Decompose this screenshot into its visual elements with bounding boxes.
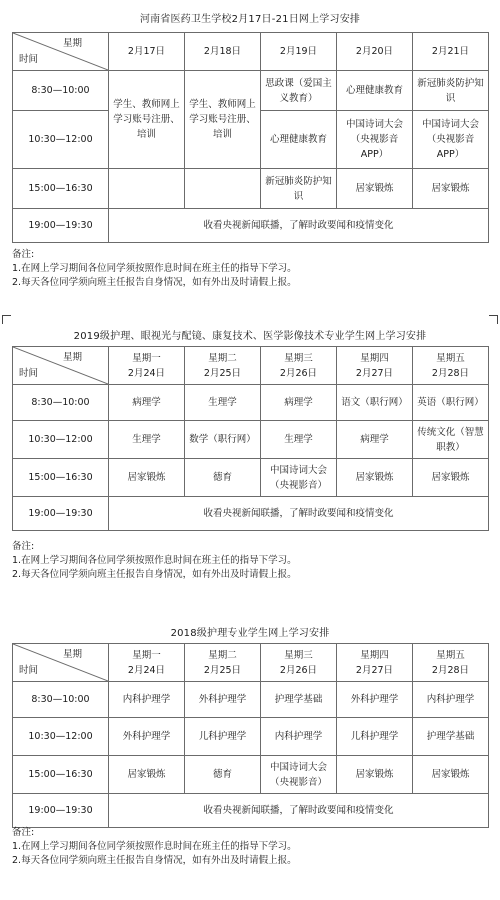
- schedule-cell: 中国诗词大会（央视影音APP）: [413, 111, 489, 169]
- date-label: 2月25日: [203, 664, 242, 676]
- time-slot-cell: 10:30—12:00: [13, 718, 109, 756]
- schedule-section-1: [0, 0, 500, 300]
- schedule-cell: 中国诗词大会（央视影音）: [261, 459, 337, 497]
- schedule-cell: 居家锻炼: [413, 169, 489, 209]
- header-time-label: 时间: [19, 368, 39, 379]
- weekday-label: 星期四: [360, 352, 389, 364]
- date-label: 2月24日: [127, 367, 166, 379]
- day-header: [337, 347, 413, 385]
- weekday-label: 星期五: [436, 352, 465, 364]
- schedule-cell: 心理健康教育: [337, 71, 413, 111]
- schedule-cell: 护理学基础: [261, 682, 337, 718]
- header-corner-cell: [13, 33, 109, 71]
- date-header: 2月19日: [261, 33, 337, 71]
- date-header: 2月21日: [413, 33, 489, 71]
- schedule-cell: 居家锻炼: [337, 459, 413, 497]
- schedule-table: [12, 32, 489, 243]
- date-label: 2月25日: [203, 367, 242, 379]
- date-label: 2月24日: [127, 664, 166, 676]
- notes-block: [12, 540, 297, 582]
- schedule-cell-merged: 学生、教师网上学习账号注册、培训: [109, 71, 185, 169]
- note-line: 2.每天各位同学须向班主任报告自身情况，如有外出及时请假上报。: [12, 569, 297, 580]
- date-header: 2月18日: [185, 33, 261, 71]
- time-slot-cell: 15:00—16:30: [13, 459, 109, 497]
- schedule-cell-empty: [185, 169, 261, 209]
- date-label: 2月28日: [431, 664, 470, 676]
- time-slot-cell: 10:30—12:00: [13, 421, 109, 459]
- note-line: 1.在网上学习期间各位同学须按照作息时间在班主任的指导下学习。: [12, 263, 297, 274]
- day-header: [109, 347, 185, 385]
- day-header: [185, 347, 261, 385]
- schedule-cell: 内科护理学: [413, 682, 489, 718]
- schedule-cell: 思政课（爱国主义教育）: [261, 71, 337, 111]
- date-label: 2月26日: [279, 664, 318, 676]
- evening-activity-cell: 收看央视新闻联播，了解时政要闻和疫情变化: [109, 209, 489, 243]
- day-header: [413, 644, 489, 682]
- header-weekday-label: 星期: [62, 38, 82, 49]
- evening-activity-cell: 收看央视新闻联播，了解时政要闻和疫情变化: [109, 794, 489, 828]
- time-slot-cell: 19:00—19:30: [13, 794, 109, 828]
- day-header: [261, 644, 337, 682]
- date-label: 2月27日: [355, 367, 394, 379]
- schedule-section-3: [0, 600, 500, 900]
- header-corner-cell: [13, 644, 109, 682]
- header-corner-cell: [13, 347, 109, 385]
- day-header: [337, 644, 413, 682]
- time-slot-cell: 15:00—16:30: [13, 756, 109, 794]
- day-header: [413, 347, 489, 385]
- notes-heading: 备注:: [12, 541, 35, 552]
- schedule-cell: 儿科护理学: [185, 718, 261, 756]
- schedule-cell: 病理学: [261, 385, 337, 421]
- schedule-title: 河南省医药卫生学校2月17日-21日网上学习安排: [139, 14, 361, 25]
- schedule-cell: 居家锻炼: [109, 756, 185, 794]
- date-label: 2月27日: [355, 664, 394, 676]
- date-label: 2月26日: [279, 367, 318, 379]
- weekday-label: 星期二: [208, 352, 237, 364]
- time-slot-cell: 8:30—10:00: [13, 682, 109, 718]
- notes-heading: 备注:: [12, 827, 35, 838]
- schedule-table: [12, 346, 489, 531]
- schedule-cell: 病理学: [337, 421, 413, 459]
- time-slot-cell: 19:00—19:30: [13, 497, 109, 531]
- notes-block: [12, 248, 297, 290]
- time-slot-cell: 10:30—12:00: [13, 111, 109, 169]
- schedule-cell: 内科护理学: [261, 718, 337, 756]
- schedule-cell: 生理学: [185, 385, 261, 421]
- schedule-cell: 英语（职行网）: [413, 385, 489, 421]
- schedule-cell: 传统文化（智慧职教）: [413, 421, 489, 459]
- weekday-label: 星期三: [284, 649, 313, 661]
- schedule-section-2: [0, 300, 500, 600]
- weekday-label: 星期四: [360, 649, 389, 661]
- schedule-cell: 语文（职行网）: [337, 385, 413, 421]
- schedule-cell: 生理学: [261, 421, 337, 459]
- schedule-cell: 儿科护理学: [337, 718, 413, 756]
- time-slot-cell: 8:30—10:00: [13, 71, 109, 111]
- note-line: 2.每天各位同学须向班主任报告自身情况，如有外出及时请假上报。: [12, 855, 297, 866]
- weekday-label: 星期一: [132, 352, 161, 364]
- evening-activity-cell: 收看央视新闻联播，了解时政要闻和疫情变化: [109, 497, 489, 531]
- schedule-cell: 中国诗词大会（央视影音APP）: [337, 111, 413, 169]
- note-line: 1.在网上学习期间各位同学须按照作息时间在班主任的指导下学习。: [12, 555, 297, 566]
- schedule-cell: 数学（职行网）: [185, 421, 261, 459]
- time-slot-cell: 19:00—19:30: [13, 209, 109, 243]
- schedule-cell: 外科护理学: [109, 718, 185, 756]
- date-header: 2月20日: [337, 33, 413, 71]
- day-header: [261, 347, 337, 385]
- note-line: 2.每天各位同学须向班主任报告自身情况，如有外出及时请假上报。: [12, 277, 297, 288]
- schedule-cell: 居家锻炼: [337, 756, 413, 794]
- schedule-cell-merged: 学生、教师网上学习账号注册、培训: [185, 71, 261, 169]
- schedule-cell: 新冠肺炎防护知识: [261, 169, 337, 209]
- header-time-label: 时间: [19, 54, 39, 65]
- schedule-cell-empty: [109, 169, 185, 209]
- note-line: 1.在网上学习期间各位同学须按照作息时间在班主任的指导下学习。: [12, 841, 297, 852]
- weekday-label: 星期二: [208, 649, 237, 661]
- schedule-table: [12, 643, 489, 828]
- time-slot-cell: 15:00—16:30: [13, 169, 109, 209]
- schedule-cell: 居家锻炼: [413, 459, 489, 497]
- schedule-cell: 居家锻炼: [413, 756, 489, 794]
- header-weekday-label: 星期: [62, 352, 82, 363]
- schedule-cell: 德育: [185, 459, 261, 497]
- schedule-cell: 内科护理学: [109, 682, 185, 718]
- header-weekday-label: 星期: [62, 649, 82, 660]
- schedule-cell: 病理学: [109, 385, 185, 421]
- date-label: 2月28日: [431, 367, 470, 379]
- notes-block: [12, 826, 297, 868]
- schedule-cell: 外科护理学: [337, 682, 413, 718]
- schedule-cell: 护理学基础: [413, 718, 489, 756]
- weekday-label: 星期五: [436, 649, 465, 661]
- schedule-cell: 新冠肺炎防护知识: [413, 71, 489, 111]
- schedule-title: 2019级护理、眼视光与配镜、康复技术、医学影像技术专业学生网上学习安排: [73, 331, 427, 342]
- notes-heading: 备注:: [12, 249, 35, 260]
- schedule-cell: 外科护理学: [185, 682, 261, 718]
- schedule-cell: 德育: [185, 756, 261, 794]
- day-header: [185, 644, 261, 682]
- header-time-label: 时间: [19, 665, 39, 676]
- schedule-title: 2018级护理专业学生网上学习安排: [170, 628, 330, 639]
- schedule-cell: 居家锻炼: [337, 169, 413, 209]
- date-header: 2月17日: [109, 33, 185, 71]
- schedule-cell: 生理学: [109, 421, 185, 459]
- schedule-cell: 居家锻炼: [109, 459, 185, 497]
- day-header: [109, 644, 185, 682]
- schedule-cell: 中国诗词大会（央视影音）: [261, 756, 337, 794]
- schedule-cell: 心理健康教育: [261, 111, 337, 169]
- weekday-label: 星期一: [132, 649, 161, 661]
- time-slot-cell: 8:30—10:00: [13, 385, 109, 421]
- weekday-label: 星期三: [284, 352, 313, 364]
